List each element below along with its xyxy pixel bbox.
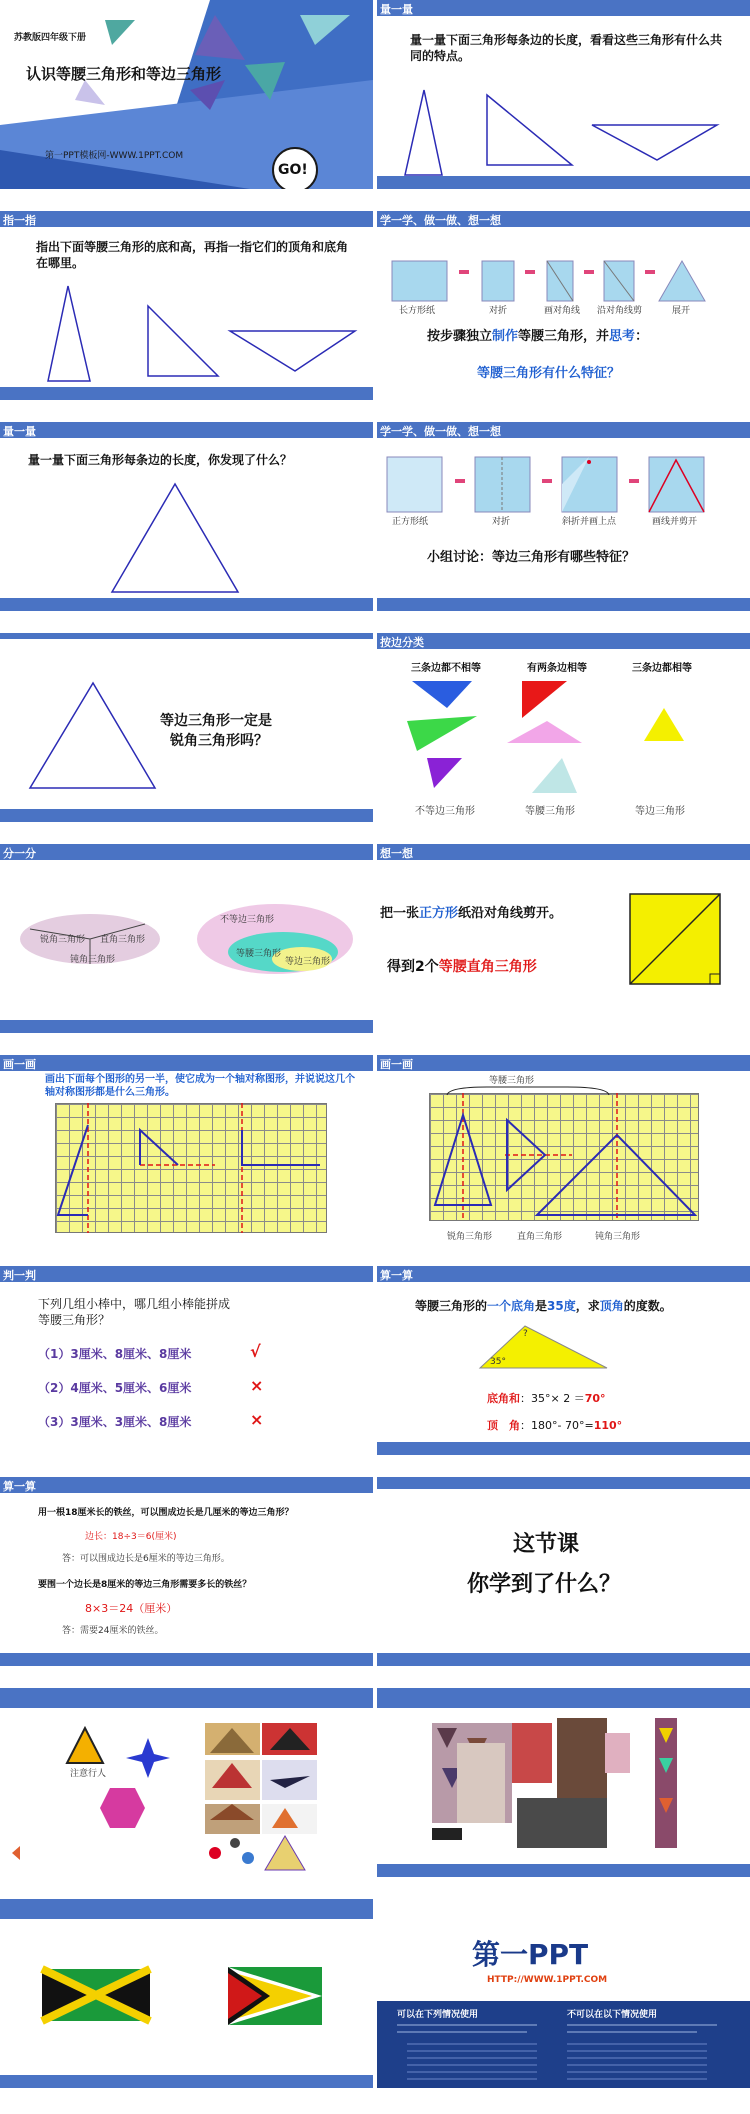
task-part: ： <box>635 329 649 344</box>
slide-measure-1[interactable] <box>377 0 750 189</box>
logo: 第一PPT <box>472 1938 589 1971</box>
triangle-label: 直角三角形 <box>517 1232 563 1242</box>
slide-header-text: 想一想 <box>380 847 413 860</box>
step-label: 长方形纸 <box>399 306 436 316</box>
slide-text: 量一量下面三角形每条边的长度，你发现了什么？ <box>28 453 293 467</box>
slide-header-text: 画一画 <box>3 1058 36 1071</box>
task-part: 按步骤独立 <box>427 329 493 344</box>
answer-1-line <box>85 1529 177 1542</box>
triangle-label: 锐角三角形 <box>447 1232 493 1242</box>
venn-label: 等边三角形 <box>285 957 331 967</box>
half-triangles-figure <box>0 1055 373 1244</box>
slide-footer <box>0 598 373 611</box>
venn-label: 等腰三角形 <box>236 949 282 959</box>
text-highlight: 等腰直角三角形 <box>438 959 537 975</box>
square-diagonal-figure <box>377 844 750 1033</box>
triangles-figure <box>0 211 373 400</box>
slide-draw-2[interactable] <box>377 1055 750 1244</box>
summary-line-2: 你学到了什么？ <box>467 1572 622 1597</box>
answer-1-sentence: 答：可以围成边长是6厘米的等边三角形。 <box>62 1554 230 1564</box>
task-highlight: 思考 <box>609 329 636 344</box>
option-mark: × <box>250 1376 264 1395</box>
category-label: 有两条边相等 <box>527 663 587 674</box>
slide-cover[interactable] <box>0 0 373 189</box>
slide-footer <box>0 2075 373 2088</box>
slide-think[interactable] <box>377 844 750 1033</box>
venn-label: 直角三角形 <box>100 935 146 945</box>
category-label: 三条边都不相等 <box>411 663 481 674</box>
step-label: 对折 <box>489 306 508 316</box>
slide-header-text: 画一画 <box>380 1058 413 1071</box>
slide-footer <box>0 1653 373 1666</box>
answer-expr: ：35°× 2 ＝ <box>520 1392 585 1405</box>
answer-value: 110° <box>593 1419 623 1432</box>
fashion-photos-figure <box>377 1688 750 1877</box>
slide-footer <box>0 809 373 822</box>
question: 等腰三角形有什么特征？ <box>477 366 621 381</box>
slide-footer <box>0 387 373 400</box>
step-label: 展开 <box>672 306 691 316</box>
discussion-question: 小组讨论：等边三角形有哪些特征？ <box>427 550 636 565</box>
text-highlight: 正方形 <box>419 906 459 921</box>
slide-summary[interactable] <box>377 1477 750 1666</box>
class-label: 等腰三角形 <box>525 806 575 817</box>
q-part: 是 <box>535 1299 548 1313</box>
answer-2-line <box>85 1600 177 1616</box>
answer-2-sentence: 答：需要24厘米的铁丝。 <box>62 1626 164 1636</box>
logo-url: HTTP://WWW.1PPT.COM <box>487 1975 608 1985</box>
slide-footer <box>377 1653 750 1666</box>
class-label: 不等边三角形 <box>415 806 475 817</box>
option-mark: × <box>250 1410 264 1429</box>
apex-label: ? <box>523 1329 528 1339</box>
slide-header-text: 指一指 <box>3 214 36 227</box>
credits-lines <box>377 1899 750 2088</box>
slide-credits[interactable] <box>377 1899 750 2088</box>
base-angle-label: 35° <box>490 1357 506 1367</box>
slide-header-text: 量一量 <box>380 3 413 16</box>
option-text: （3）3厘米、3厘米、8厘米 <box>38 1415 192 1429</box>
venn-label: 不等边三角形 <box>220 915 275 925</box>
step-label: 对折 <box>492 517 511 527</box>
problem-2: 要围一个边长是8厘米的等边三角形需要多长的铁丝？ <box>38 1580 252 1590</box>
slide-text: 指出下面等腰三角形的底和高，再指一指它们的顶角和底角在哪里。 <box>36 240 349 270</box>
answer-label: 边长： <box>85 1532 113 1542</box>
q-highlight: 35度 <box>547 1299 576 1313</box>
slide-learn-equilateral[interactable] <box>377 422 750 611</box>
q-part: ，求 <box>575 1299 600 1313</box>
step-label: 正方形纸 <box>392 517 429 527</box>
slide-header <box>377 1477 750 1489</box>
class-label: 等边三角形 <box>635 806 685 817</box>
brace-label: 等腰三角形 <box>489 1076 535 1086</box>
slide-classify-sides[interactable] <box>377 633 750 822</box>
slide-header <box>0 1266 373 1282</box>
cover-title: 认识等腰三角形和等边三角形 <box>26 65 222 83</box>
equilateral-triangle-figure <box>0 422 373 611</box>
question-line-2: 锐角三角形吗？ <box>170 733 268 749</box>
slide-text: 画出下面每个图形的另一半，使它成为一个轴对称图形，并说说这几个轴对称图形都是什么三角形。 <box>45 1074 355 1098</box>
step-label: 画线并剪开 <box>652 517 698 527</box>
answer-expr: 18÷3＝6 <box>112 1532 152 1542</box>
slide-judge[interactable] <box>0 1266 373 1455</box>
can-use-heading: 可以在下列情况使用 <box>397 2010 479 2020</box>
q-highlight: 一个底角 <box>487 1299 536 1313</box>
slide-header-text: 算一算 <box>380 1269 413 1282</box>
slide-learn-isosceles[interactable] <box>377 211 750 400</box>
text-part: 纸沿对角线剪开。 <box>458 906 563 921</box>
question: 下列几组小棒中，哪几组小棒能拼成等腰三角形？ <box>38 1297 231 1327</box>
venn-label: 锐角三角形 <box>40 935 86 945</box>
q-part: 等腰三角形的 <box>415 1299 488 1313</box>
slide-header-text: 判一判 <box>3 1269 36 1282</box>
task-highlight: 制作 <box>492 329 519 344</box>
question-line-1: 等边三角形一定是 <box>160 713 272 729</box>
triangle-label: 钝角三角形 <box>595 1232 641 1242</box>
answer-unit: (厘米) <box>151 1532 177 1542</box>
step-label: 斜折并画上点 <box>562 517 617 527</box>
slide-draw-1[interactable] <box>0 1055 373 1244</box>
venn-label: 钝角三角形 <box>70 955 116 965</box>
slide-header-text: 分一分 <box>3 847 36 860</box>
slide-footer <box>377 1864 750 1877</box>
slide-header-text: 算一算 <box>3 1480 36 1493</box>
answer-value: 70° <box>584 1392 606 1405</box>
slide-calculate-angle[interactable] <box>377 1266 750 1455</box>
problem-1: 用一根18厘米长的铁丝，可以围成边长是几厘米的等边三角形？ <box>38 1508 294 1518</box>
cover-grade: 苏教版四年级下册 <box>14 33 87 43</box>
completed-triangles-figure <box>377 1055 750 1244</box>
q-part: 的度数。 <box>623 1299 672 1313</box>
go-button[interactable]: GO! <box>278 162 308 178</box>
text-part: 把一张 <box>380 906 420 921</box>
cannot-use-heading: 不可以在以下情况使用 <box>567 2010 658 2020</box>
text-part: 得到2个 <box>387 959 439 975</box>
category-label: 三条边都相等 <box>632 663 692 674</box>
triangles-figure <box>377 0 750 189</box>
slide-point[interactable] <box>0 211 373 400</box>
summary-line-1: 这节课 <box>513 1532 580 1557</box>
slide-footer <box>377 176 750 189</box>
slide-header-text: 按边分类 <box>380 636 424 649</box>
q-highlight: 顶角 <box>599 1299 624 1313</box>
sign-caption: 注意行人 <box>70 1769 107 1779</box>
step-label: 沿对角线剪 <box>597 306 643 316</box>
option-text: （1）3厘米、8厘米、8厘米 <box>38 1347 192 1361</box>
cover-site: 第一PPT模板网-WWW.1PPT.COM <box>45 151 184 161</box>
slide-footer <box>377 1442 750 1455</box>
answer-expr: ：180°- 70°= <box>520 1419 594 1432</box>
slide-examples-fashion[interactable] <box>377 1688 750 1877</box>
answer-expr: 8×3＝24 <box>85 1602 134 1615</box>
task-part: 等腰三角形，并 <box>518 329 610 344</box>
task-line <box>427 329 648 345</box>
slide-wire-problems[interactable] <box>0 1477 373 1666</box>
slide-header <box>0 1477 373 1493</box>
slide-equilateral-acute[interactable] <box>0 633 373 822</box>
slide-examples-life[interactable] <box>0 1688 373 1877</box>
slide-flags[interactable] <box>0 1899 373 2088</box>
answer-unit: （厘米） <box>133 1602 178 1615</box>
slide-measure-2[interactable] <box>0 422 373 611</box>
slide-text: 量一量下面三角形每条边的长度，看看这些三角形有什么共同的特点。 <box>410 33 723 63</box>
option-text: （2）4厘米、5厘米、6厘米 <box>38 1381 192 1395</box>
answer-label: 底角和 <box>487 1392 520 1405</box>
option-mark: √ <box>250 1342 261 1361</box>
slide-header-text: 学一学、做一做、想一想 <box>380 425 501 438</box>
slide-header-text: 学一学、做一做、想一想 <box>380 214 501 227</box>
answer-label: 顶 角 <box>487 1419 520 1432</box>
flags-figure <box>0 1899 373 2088</box>
colored-triangles-figure <box>377 633 750 822</box>
slide-sort[interactable] <box>0 844 373 1033</box>
slide-footer <box>0 1020 373 1033</box>
answer-line-2 <box>487 1418 622 1434</box>
step-label: 画对角线 <box>544 306 581 316</box>
answer-line-1 <box>487 1391 606 1407</box>
examples-figure <box>0 1688 373 1877</box>
slide-footer <box>377 598 750 611</box>
slide-header-text: 量一量 <box>3 425 36 438</box>
